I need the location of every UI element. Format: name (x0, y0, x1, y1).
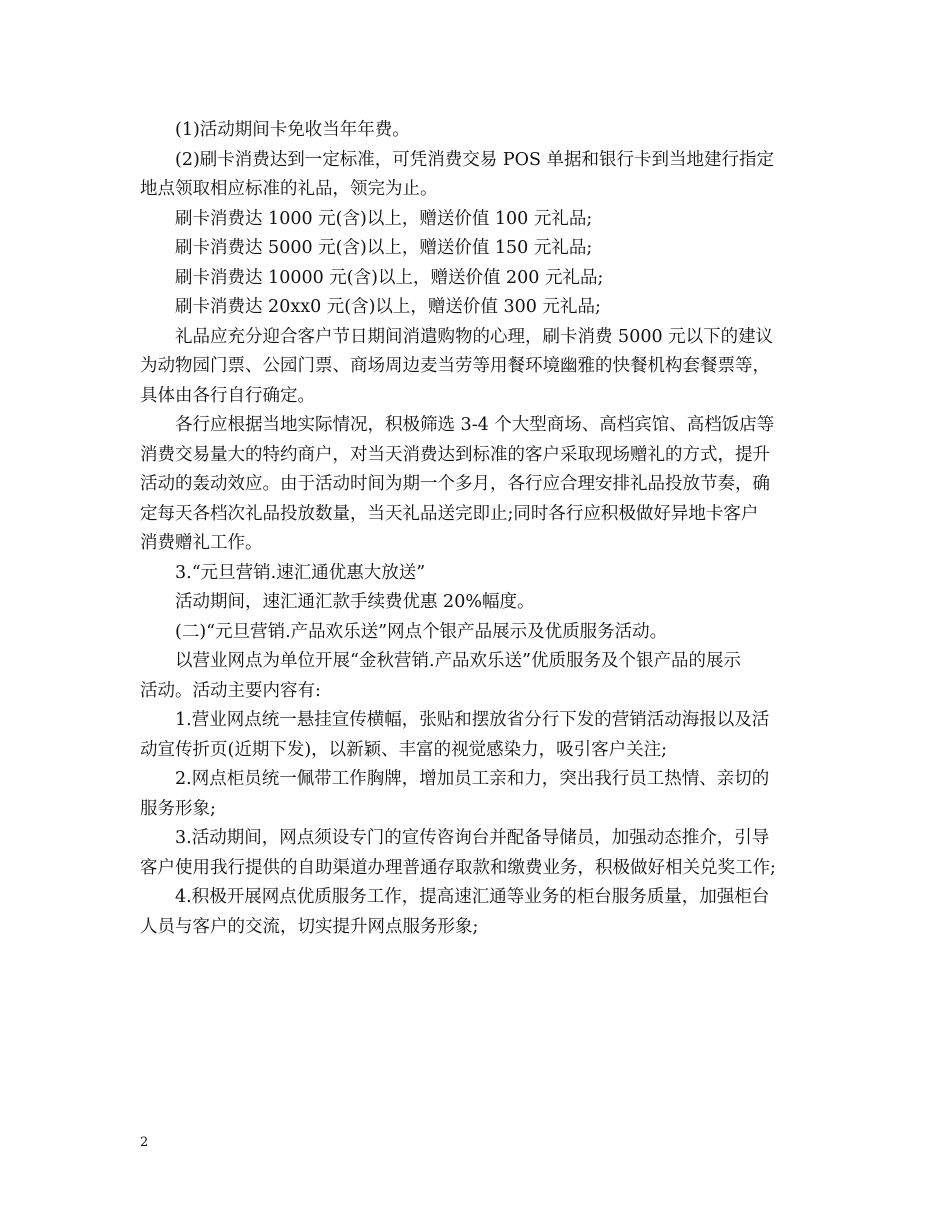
text-line: (2)刷卡消费达到一定标准，可凭消费交易 POS 单据和银行卡到当地建行指定 (175, 149, 775, 170)
text-line: 刷卡消费达 1000 元(含)以上，赠送价值 100 元礼品; (175, 208, 593, 229)
text-line: 消费赠礼工作。 (140, 533, 263, 553)
text-line: 客户使用我行提供的自助渠道办理普通存取款和缴费业务，积极做好相关兑奖工作; (140, 857, 776, 878)
text-line: 刷卡消费达 10000 元(含)以上，赠送价值 200 元礼品; (175, 267, 604, 288)
text-line: 人员与客户的交流，切实提升网点服务形象; (140, 916, 479, 937)
text-line: (二)“元旦营销.产品欢乐送”网点个银产品展示及优质服务活动。 (175, 621, 668, 642)
text-line: 礼品应充分迎合客户节日期间消遣购物的心理，刷卡消费 5000 元以下的建议 (175, 326, 774, 347)
text-line: 3.活动期间，网点须设专门的宣传咨询台并配备导储员，加强动态推介，引导 (175, 828, 770, 848)
text-line: 刷卡消费达 5000 元(含)以上，赠送价值 150 元礼品; (175, 238, 593, 258)
text-line: 活动。活动主要内容有: (140, 680, 321, 701)
text-line: 定每天各档次礼品投放数量，当天礼品送完即止;同时各行应积极做好异地卡客户 (140, 503, 759, 524)
paragraph-text (140, 116, 830, 942)
text-line: 2.网点柜员统一佩带工作胸牌，增加员工亲和力，突出我行员工热情、亲切的 (175, 769, 770, 789)
text-line: 3.“元旦营销.速汇通优惠大放送” (175, 562, 426, 583)
text-line: 4.积极开展网点优质服务工作，提高速汇通等业务的柜台服务质量，加强柜台 (175, 887, 770, 907)
page-number: 2 (140, 1135, 149, 1150)
text-line: 各行应根据当地实际情况，积极筛选 3-4 个大型商场、高档宾馆、高档饭店等 (175, 415, 775, 435)
text-line: 动宣传折页(近期下发)，以新颖、丰富的视觉感染力，吸引客户关注; (140, 739, 668, 760)
text-line: 为动物园门票、公园门票、商场周边麦当劳等用餐环境幽雅的快餐机构套餐票等， (140, 356, 770, 376)
text-line: 地点领取相应标准的礼品，领完为止。 (140, 179, 438, 199)
text-line: 具体由各行自行确定。 (140, 385, 315, 406)
document-body (140, 116, 830, 942)
text-line: 活动期间，速汇通汇款手续费优惠 20%幅度。 (175, 592, 535, 612)
text-line: 消费交易量大的特约商户，对当天消费达到标准的客户采取现场赠礼的方式，提升 (140, 444, 770, 465)
text-line: 刷卡消费达 20xx0 元(含)以上，赠送价值 300 元礼品; (175, 297, 601, 317)
text-line: 1.营业网点统一悬挂宣传横幅，张贴和摆放省分行下发的营销活动海报以及活 (175, 710, 770, 730)
text-line: 服务形象; (140, 798, 216, 819)
text-line: (1)活动期间卡免收当年年费。 (175, 120, 410, 140)
text-line: 以营业网点为单位开展“金秋营销.产品欢乐送”优质服务及个银产品的展示 (175, 651, 741, 671)
text-line: 活动的轰动效应。由于活动时间为期一个多月，各行应合理安排礼品投放节奏，确 (140, 474, 770, 494)
